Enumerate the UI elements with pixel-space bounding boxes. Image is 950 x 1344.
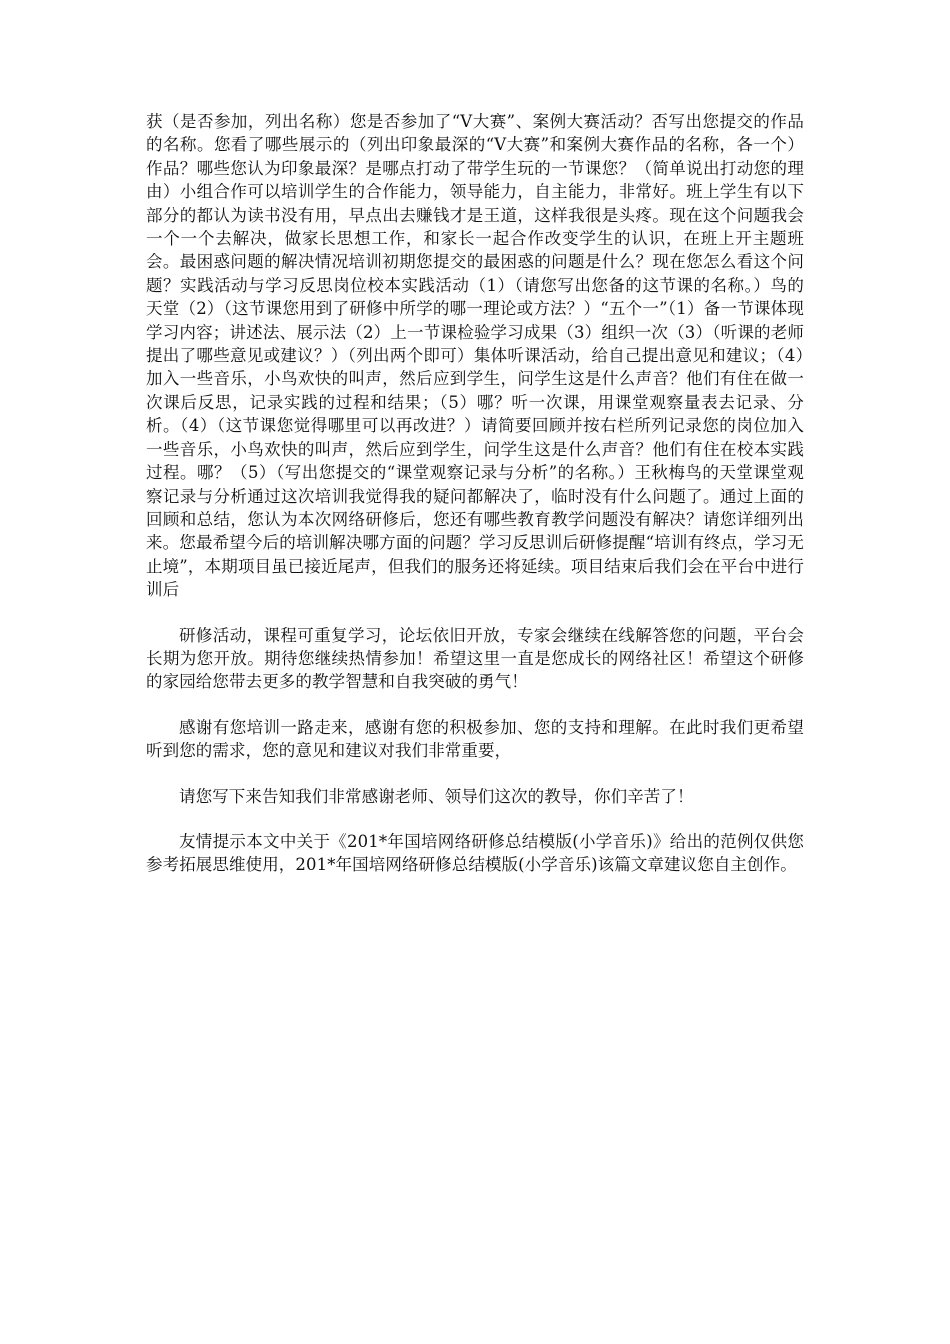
- body-paragraph: 研修活动，课程可重复学习，论坛依旧开放，专家会继续在线解答您的问题，平台会长期为您开放。期待您继续热情参加！希望这里一直是您成长的网络社区！希望这个研修的家园给您带去更多的教学智慧和自我突破的勇气！: [146, 625, 804, 692]
- document-page: [146, 110, 804, 877]
- body-paragraph: 获（是否参加，列出名称）您是否参加了“V大赛”、案例大赛活动？否写出您提交的作品的名称。您看了哪些展示的（列出印象最深的“V大赛”和案例大赛作品的名称，各一个）作品？哪些您认为印象最深？是哪点打动了带学生玩的一节课您？（简单说出打动您的理由）小组合作可以培训学生的合作能力，领导能力，自主能力，非常好。班上学生有以下部分的都认为读书没有用，早点出去赚钱才是王道，这样我很是头疼。现在这个问题我会一个一个去解决，做家长思想工作，和家长一起合作改变学生的认识，在班上开主题班会。最困惑问题的解决情况培训初期您提交的最困惑的问题是什么？现在您怎么看这个问题？实践活动与学习反思岗位校本实践活动（1）（请您写出您备的这节课的名称。）鸟的天堂（2）（这节课您用到了研修中所学的哪一理论或方法？）“五个一”（1）备一节课体现学习内容；讲述法、展示法（2）上一节课检验学习成果（3）组织一次（3）（听课的老师提出了哪些意见或建议？）（列出两个即可）集体听课活动，给自己提出意见和建议；（4）加入一些音乐，小鸟欢快的叫声，然后应到学生，问学生这是什么声音？他们有住在做一次课后反思，记录实践的过程和结果；（5）哪？听一次课，用课堂观察量表去记录、分析。（4）（这节课您觉得哪里可以再改进？）请简要回顾并按右栏所列记录您的岗位加入一些音乐，小鸟欢快的叫声，然后应到学生，问学生这是什么声音？他们有住在校本实践过程。哪？（5）（写出您提交的“课堂观察记录与分析”的名称。）王秋梅鸟的天堂课堂观察记录与分析通过这次培训我觉得我的疑问都解决了，临时没有什么问题了。通过上面的回顾和总结，您认为本次网络研修后，您还有哪些教育教学问题没有解决？请您详细列出来。您最希望今后的培训解决哪方面的问题？学习反思训后研修提醒“培训有终点，学习无止境”，本期项目虽已接近尾声，但我们的服务还将延续。项目结束后我们会在平台中进行训后: [146, 112, 804, 600]
- body-paragraph: 感谢有您培训一路走来，感谢有您的积极参加、您的支持和理解。在此时我们更希望听到您的需求，您的意见和建议对我们非常重要，: [146, 717, 804, 761]
- closing-note-paragraph: 友情提示本文中关于《201*年国培网络研修总结模版(小学音乐)》给出的范例仅供您参考拓展思维使用，201*年国培网络研修总结模版(小学音乐)该篇文章建议您自主创作。: [146, 831, 804, 875]
- body-paragraph: 请您写下来告知我们非常感谢老师、领导们这次的教导，你们辛苦了！: [179, 786, 694, 806]
